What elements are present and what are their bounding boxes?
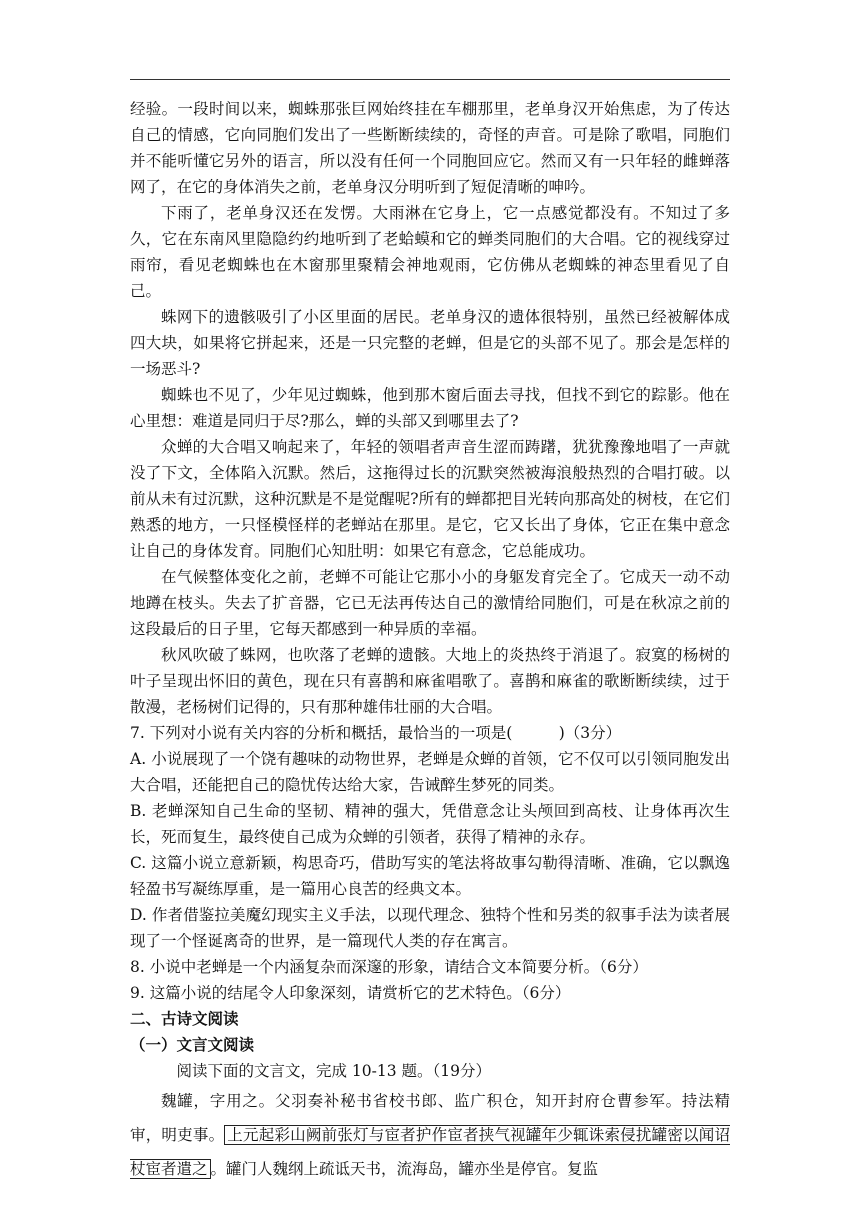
subsection-heading: （一）文言文阅读	[130, 1035, 255, 1054]
question-7-option-c: C. 这篇小说立意新颖，构思奇巧，借助写实的笔法将故事勾勒得清晰、准确，它以飘逸轻盈书写凝练厚重，是一篇用心良苦的经典文本。	[130, 854, 730, 898]
story-paragraph: 蛛网下的遗骸吸引了小区里面的居民。老单身汉的遗体很特别，虽然已经被解体成四大块，如果将它拼起来，还是一只完整的老蝉，但是它的头部不见了。那会是怎样的一场恶斗?	[130, 308, 730, 378]
classical-tail: 。罐门人魏纲上疏诋天书，流海岛，罐亦坐是停官。复监	[210, 1160, 599, 1178]
section-heading: 二、古诗文阅读	[130, 1009, 239, 1028]
story-paragraph: 经验。一段时间以来，蜘蛛那张巨网始终挂在车棚那里，老单身汉开始焦虑，为了传达自己的情感，它向同胞们发出了一些断断续续的，奇怪的声音。可是除了歌唱，同胞们并不能听懂它另外的语言，所以没有任何一个同胞回应它。然而又有一只年轻的雌蝉落网了，在它的身体消失之前，老单身汉分明听到了短促清晰的呻吟。	[130, 100, 730, 196]
classical-intro: 阅读下面的文言文，完成 10-13 题。（19分）	[176, 1062, 492, 1080]
story-paragraph: 下雨了，老单身汉还在发愣。大雨淋在它身上，它一点感觉都没有。不知过了多久，它在东南风里隐隐约约地听到了老蛤蟆和它的蝉类同胞们的大合唱。它的视线穿过雨帘，看见老蜘蛛也在木窗那里聚精会神地观雨，它仿佛从老蜘蛛的神态里看见了自己。	[130, 204, 730, 300]
classical-lead: 魏罐，字用之。父羽奏补秘书省校书郎、监广积仓，知开封府仓曹参军。持法精审，明吏事。	[130, 1092, 730, 1144]
classical-text	[130, 1084, 730, 1186]
question-8: 8. 小说中老蝉是一个内涵复杂而深邃的形象，请结合文本简要分析。（6分）	[130, 958, 648, 976]
story-paragraph: 在气候整体变化之前，老蝉不可能让它那小小的身躯发育完全了。它成天一动不动地蹲在枝头。失去了扩音器，它已无法再传达自己的激情给同胞们，可是在秋凉之前的这段最后的日子里，它每天都感到一种异质的幸福。	[130, 568, 730, 638]
document-body	[130, 96, 730, 1186]
question-7-option-b: B. 老蝉深知自己生命的坚韧、精神的强大，凭借意念让头颅回到高枝、让身体再次生长，死而复生，最终使自己成为众蝉的引领者，获得了精神的永存。	[130, 802, 730, 846]
question-9: 9. 这篇小说的结尾令人印象深刻，请赏析它的艺术特色。（6分）	[130, 984, 571, 1002]
story-paragraph: 秋风吹破了蛛网，也吹落了老蝉的遗骸。大地上的炎热终于消退了。寂寞的杨树的叶子呈现出怀旧的黄色，现在只有喜鹊和麻雀唱歌了。喜鹊和麻雀的歌断断续续，过于散漫，老杨树们记得的，只有那种雄伟壮丽的大合唱。	[130, 646, 730, 716]
header-rule	[130, 79, 730, 80]
question-7-option-a: A. 小说展现了一个饶有趣味的动物世界，老蝉是众蝉的首领，它不仅可以引领同胞发出大合唱，还能把自己的隐忧传达给大家，告诫醉生梦死的同类。	[130, 750, 730, 794]
story-paragraph: 蜘蛛也不见了，少年见过蜘蛛，他到那木窗后面去寻找，但找不到它的踪影。他在心里想：难道是同归于尽?那么，蝉的头部又到哪里去了?	[130, 386, 730, 430]
question-7-stem: 7. 下列对小说有关内容的分析和概括，最恰当的一项是( )（3分）	[130, 724, 622, 742]
story-paragraph: 众蝉的大合唱又响起来了，年轻的领唱者声音生涩而踌躇，犹犹豫豫地唱了一声就没了下文，全体陷入沉默。然后，这拖得过长的沉默突然被海浪般热烈的合唱打破。以前从未有过沉默，这种沉默是不是觉醒呢?所有的蝉都把目光转向那高处的树枝，在它们熟悉的地方，一只怪模怪样的老蝉站在那里。是它，它又长出了身体，它正在集中意念让自己的身体发育。同胞们心知肚明：如果它有意念，它总能成功。	[130, 438, 730, 560]
boxed-translation-passage: 上元起彩山阙前张灯与宦者护作宦者挟气视罐年少辄诛索侵扰罐密以闻诏杖宦者遣之	[130, 1126, 730, 1178]
question-7-option-d: D. 作者借鉴拉美魔幻现实主义手法，以现代理念、独特个性和另类的叙事手法为读者展现了一个怪诞离奇的世界，是一篇现代人类的存在寓言。	[130, 906, 730, 950]
